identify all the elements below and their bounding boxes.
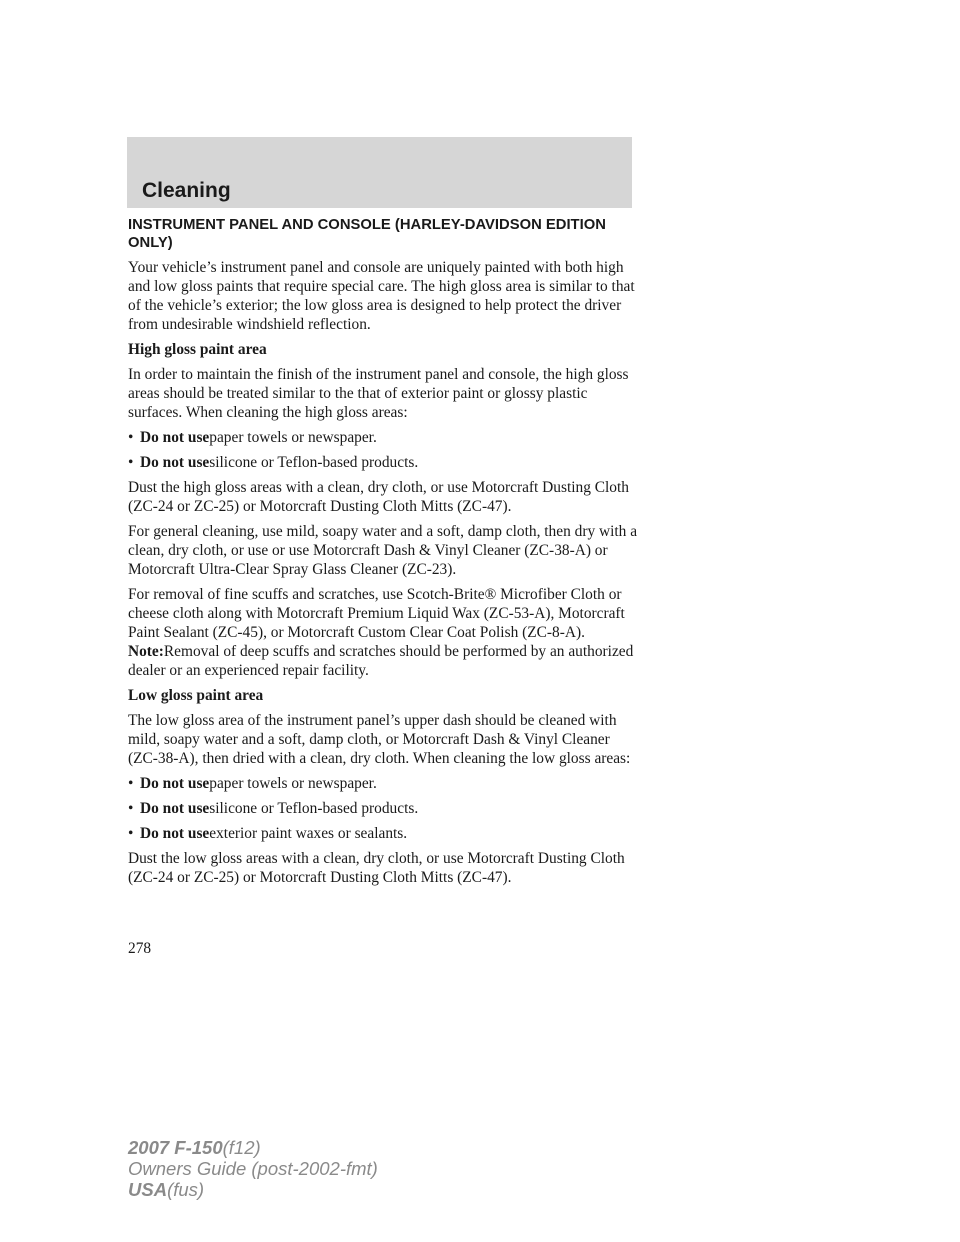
footer-region-code: (fus) <box>167 1179 205 1200</box>
document-footer <box>128 1137 378 1200</box>
list-item <box>128 799 640 818</box>
high-gloss-heading: High gloss paint area <box>128 341 267 358</box>
section-header-bar <box>127 137 632 208</box>
footer-region: USA <box>128 1179 168 1200</box>
section-heading: INSTRUMENT PANEL AND CONSOLE (HARLEY-DAVIDSON EDITION ONLY) <box>128 217 606 251</box>
page-content <box>128 216 640 893</box>
low-gloss-heading: Low gloss paint area <box>128 687 264 704</box>
bullet-text: paper towels or newspaper. <box>209 775 377 792</box>
bullet-bold: Do not use <box>140 825 210 842</box>
section-title: Cleaning <box>142 179 231 202</box>
note-text: Removal of deep scuffs and scratches should be performed by an authorized dealer or an experienced repair facility. <box>128 643 634 679</box>
bullet-text: exterior paint waxes or sealants. <box>209 825 408 842</box>
list-item <box>128 824 640 843</box>
high-gloss-dust: Dust the high gloss areas with a clean, dry cloth, or use Motorcraft Dusting Cloth (ZC-24 or ZC-25) or Motorcraft Dusting Cloth Mitts (ZC-47). <box>128 479 629 515</box>
bullet-bold: Do not use <box>140 775 210 792</box>
bullet-icon: • <box>128 429 134 446</box>
list-item <box>128 453 640 472</box>
bullet-bold: Do not use <box>140 429 210 446</box>
footer-line-1 <box>128 1137 378 1158</box>
low-gloss-intro: The low gloss area of the instrument panel’s upper dash should be cleaned with mild, soapy water and a soft, damp cloth, or Motorcraft Dash & Vinyl Cleaner (ZC-38-A), then dried with a clean, dry cloth. When cleaning the low gloss areas: <box>128 712 631 767</box>
scuffs-text: For removal of fine scuffs and scratches, use Scotch-Brite® Microfiber Cloth or cheese cloth along with Motorcraft Premium Liquid Wax (ZC-53-A), Motorcraft Paint Sealant (ZC-45), or Motorcraft Custom Clear Coat Polish (ZC-8-A). <box>128 586 625 641</box>
footer-code: (f12) <box>222 1137 261 1158</box>
low-gloss-dust: Dust the low gloss areas with a clean, dry cloth, or use Motorcraft Dusting Cloth (ZC-24 or ZC-25) or Motorcraft Dusting Cloth Mitts (ZC-47). <box>128 850 625 886</box>
page-number: 278 <box>128 940 152 957</box>
bullet-text: silicone or Teflon-based products. <box>209 800 419 817</box>
bullet-bold: Do not use <box>140 454 210 471</box>
list-item <box>128 428 640 447</box>
bullet-bold: Do not use <box>140 800 210 817</box>
footer-line-2: Owners Guide (post-2002-fmt) <box>128 1158 378 1179</box>
bullet-icon: • <box>128 454 134 471</box>
high-gloss-general: For general cleaning, use mild, soapy water and a soft, damp cloth, then dry with a clean, dry cloth, or use or use Motorcraft Dash & Vinyl Cleaner (ZC-38-A) or Motorcraft Ultra-Clear Spray Glass Cleaner (ZC-23). <box>128 523 638 578</box>
note-label: Note: <box>128 643 164 660</box>
list-item <box>128 774 640 793</box>
intro-paragraph: Your vehicle’s instrument panel and console are uniquely painted with both high and low gloss paints that require special care. The high gloss area is similar to that of the vehicle’s exterior; the low gloss area is designed to help protect the driver from undesirable windshield reflection. <box>128 259 635 333</box>
footer-model: 2007 F-150 <box>128 1137 223 1158</box>
bullet-icon: • <box>128 775 134 792</box>
high-gloss-intro: In order to maintain the finish of the instrument panel and console, the high gloss areas should be treated similar to the that of exterior paint or glossy plastic surfaces. When cleaning the high gloss areas: <box>128 366 629 421</box>
footer-line-3 <box>128 1179 378 1200</box>
bullet-text: paper towels or newspaper. <box>209 429 377 446</box>
bullet-icon: • <box>128 825 134 842</box>
bullet-text: silicone or Teflon-based products. <box>209 454 419 471</box>
high-gloss-scuffs <box>128 585 640 680</box>
bullet-icon: • <box>128 800 134 817</box>
